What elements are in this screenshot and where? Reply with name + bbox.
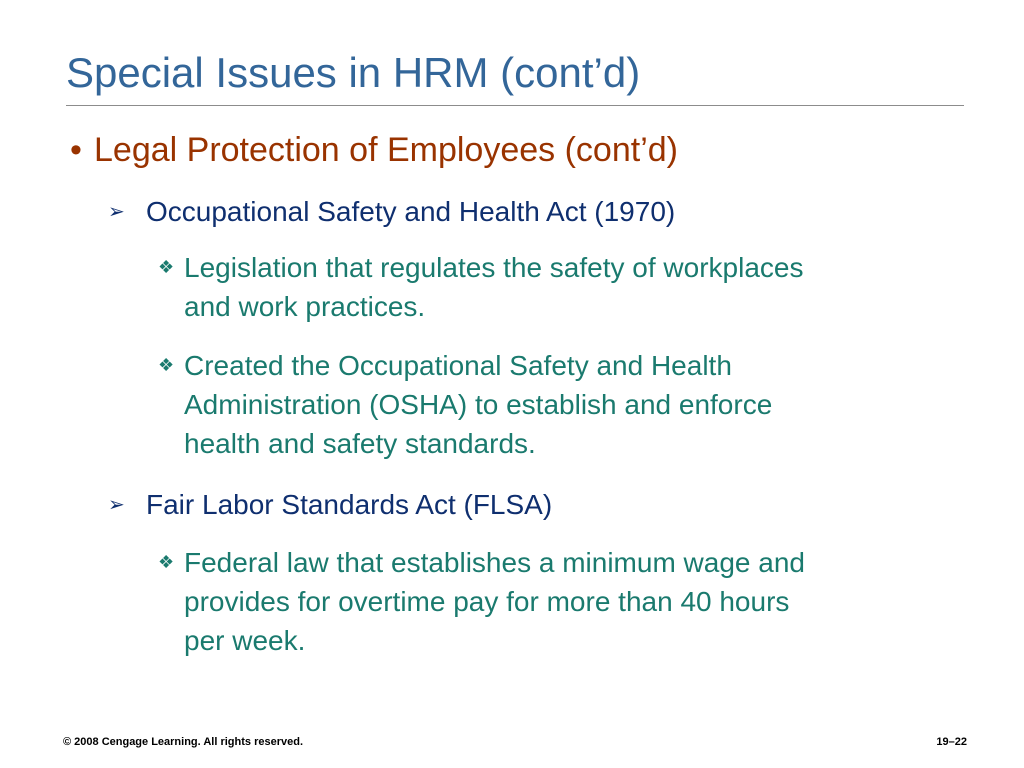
diamond-bullet-icon: ❖ — [158, 552, 175, 572]
point-text-line: Administration (OSHA) to establish and enforce — [184, 389, 773, 420]
point-osha-legislation — [158, 248, 958, 326]
slide-title: Special Issues in HRM (cont’d) — [66, 49, 641, 96]
diamond-bullet-icon: ❖ — [158, 355, 175, 375]
point-text-line: Legislation that regulates the safety of workplaces — [184, 252, 804, 283]
footer-copyright: © 2008 Cengage Learning. All rights reserved. — [63, 736, 304, 748]
point-text-line: per week. — [184, 625, 306, 656]
point-flsa-minimum-wage — [158, 543, 958, 660]
point-osha-administration — [158, 346, 958, 463]
point-text-line: Federal law that establishes a minimum wage and — [184, 547, 805, 578]
title-divider — [66, 105, 964, 106]
subbullet-osha-act-text: Occupational Safety and Health Act (1970) — [146, 196, 676, 227]
diamond-bullet-icon: ❖ — [158, 257, 175, 277]
arrow-bullet-icon: ➢ — [108, 201, 125, 223]
point-text-line: and work practices. — [184, 291, 426, 322]
footer-page-number: 19–22 — [936, 736, 967, 748]
bullet-icon: • — [70, 131, 82, 169]
arrow-bullet-icon: ➢ — [108, 494, 125, 516]
bullet-legal-protection-text: Legal Protection of Employees (cont’d) — [94, 131, 678, 169]
point-text-line: health and safety standards. — [184, 428, 536, 459]
point-text-line: Created the Occupational Safety and Health — [184, 350, 732, 381]
subbullet-flsa-text: Fair Labor Standards Act (FLSA) — [146, 489, 553, 520]
bullet-legal-protection — [70, 130, 678, 170]
subbullet-osha-act — [108, 195, 675, 229]
point-text-line: provides for overtime pay for more than 40 hours — [184, 586, 790, 617]
subbullet-flsa — [108, 488, 552, 522]
